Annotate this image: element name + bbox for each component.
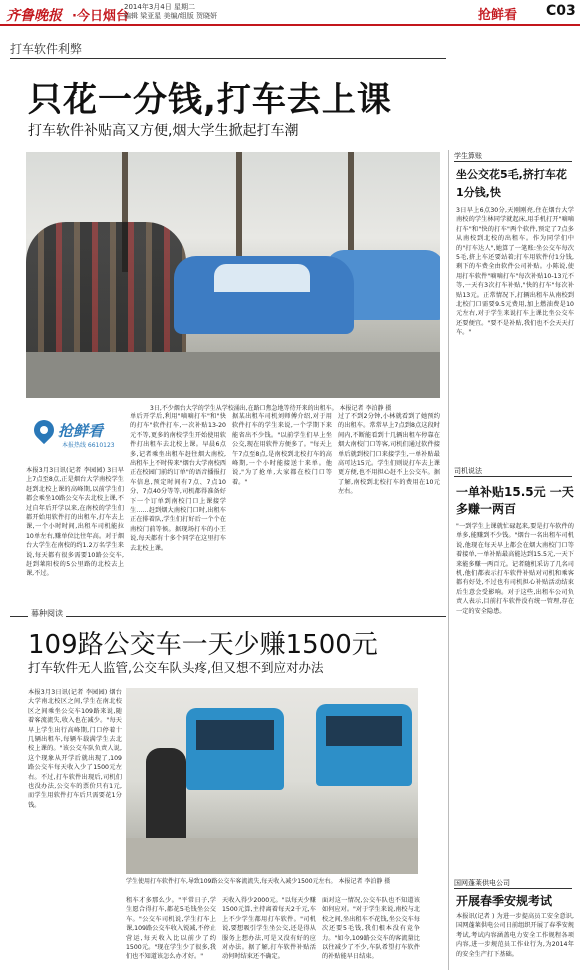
staff-line: 编辑 梁亚星 美编/组版 贺晓妍 (124, 12, 218, 20)
right2-tag: 司机说法 (454, 466, 572, 477)
page-number: C03 (546, 3, 576, 19)
main-photo (26, 152, 440, 398)
bus-subhead: 打车软件无人监管,公交车队头疼,但又想不到应对办法 (28, 660, 324, 675)
kicker-rule (10, 58, 446, 59)
students-crowd (26, 222, 186, 362)
right1-headline: 坐公交花5毛,挤打车花1分钱,快 (456, 168, 567, 199)
right1-body: 3日早上6点30分,天刚刚亮,住在烟台大学南校的学生林同学就起床,用手机打开"嘀嘀打车"和"快的打车"两个软件,预定了7点多从南校到北校的出租车。作为同学们中的"打车达人",她算了一笔账:坐公交车每次5毛,挤上车还要站着;打车用软件付1分钱,剩下的车费全由软件公司补贴。小陈说,使用打车软件"嘀嘀打车"每次补贴10-13元不等,一天有3次打车补贴,"快的打车"每次补贴13元。正常情况下,打辆出租车从南校到北校门口需要9.5元费用,加上燃油费是10元左右,对于学生来说打车上课比坐公交车还要便宜。"要不是补贴,我们也不会天天打车。" (456, 207, 574, 337)
right2-headline: 一单补贴15.5元 一天多赚一两百 (456, 485, 574, 516)
column-divider (448, 150, 449, 970)
bus-photo-caption: 学生使用打车软件打车,导致109路公交车客流流失,每天收入减少1500元左右。 本报记者 李泊静 摄 (126, 878, 391, 885)
road (26, 352, 440, 398)
right2-body: "一到学生上课就忙碌起来,要是打车软件的单多,能赚到不少钱。"烟台一名出租车司机说,他现在每天早上都会在烟大南校门口等着接单,一单补贴最高能达到15.5元,一天下来能多赚一两百元。记者随机采访了几名司机,他们都表示打车软件补贴对司机和乘客都有好处,不过也有司机担心补贴活动结束后生意会受影响。对于这些,出租车公司负责人表示,目前打车软件没有统一管理,存在一定的安全隐患。 (456, 523, 574, 615)
right3-body: 本报讯(记者 ) 为进一步提高员工安全意识,国网蓬莱供电公司日前组织开展了春季安规考试,考试内容涵盖电力安全工作规程各项内容,进一步规范员工作业行为,为2014年的安全生产打下基础。 (456, 913, 574, 958)
tree (236, 152, 242, 262)
main-article-col4: 过了不到2分钟,小林就看到了她预约的出租车。常常早上7点到8点这段时间内,不断能看到十几辆出租车停靠在烟大南校门口等客,司机们通过软件接单后就到校门口来接学生,一单补贴最高可达15元。学生们则说打车去上课更方便,也不用担心赶不上公交车。据了解,南校到北校打车的费用在10元左右。 (338, 413, 440, 496)
bus-article-col1: 本报3月3日讯(记者 李园园) 烟台大学南北校区之间,学生在南北校区之间乘坐公交车109路来说,随着客流流失,收入也在减少。"每天早上学生出行高峰期,门口停着十几辆出租车,每辆车载满学生去北校上课的。"该公交车队负责人说,这个现象从开学后就出现了,109路公交车每天收入少了1500元左右。不过,打车软件出现后,司机们也没办法,公交车的票价只有1元,而学生用软件打车后只需要花1分钱。 (28, 689, 122, 809)
main-article-col1: 本报3月3日讯(记者 李园园) 3日早上7点至8点,正是烟台大学南校学生赶到北校上课的高峰期,以前学生们都会乘坐10路公交车去北校上课,不过自年后开学以来,在南校的学生们都开始用软件打的出租车,打车去上课,一个小时时间,出租车司机能拉10单左右,赚单位比往年高。对于烟台大学生在南校的约1.2万名学生来说,每天都有很多需要10路公交车,赶到莱阳校的5公里路的北校去上课,不过。 (26, 467, 124, 578)
bus-rule (10, 616, 446, 617)
kicker: 打车软件利弊 (10, 42, 83, 56)
date-line: 2014年3月4日 星期二 (124, 3, 195, 11)
bus-front (186, 708, 284, 790)
main-photo-caption: 3日,不少烟台大学的学生从学校涌出,在路口焦急地等待开来的出租车。 本报记者 李泊静 摄 (150, 405, 392, 412)
bus-headline: 109路公交车一天少赚1500元 (28, 630, 378, 660)
tree (348, 152, 354, 252)
bus-article-col3: 天收入得少2000元。"以每天少赚1500元算,主持离着每天2千元,车上不少学生都用打车软件。"司机说,要想吸引学生坐公交,还是得从服务上想办法,可是又没有好的应对办法。据了解,打车软件补贴活动何时结束还不确定。 (222, 897, 316, 961)
bus-article-col4: 面对这一情况,公交车队也不知道该如何应对。"对于学生来说,南校与北校之间,坐出租车不花钱,坐公交车每次还要5毛钱,我们根本没有竞争力。"如今,109路公交车的客流量比以往减少了不少,车队希望打车软件的补贴能早日结束。 (322, 897, 420, 961)
bus-photo (126, 688, 418, 874)
main-article-col3: 据某出租车司机刘师傅介绍,对于用软件打车的学生来说,一个学期下来能省出不少钱。"以前学生们早上坐公交,现在用软件方便多了。"每天上午7点至8点,是南校到北校打车的高峰期,一个小时能接送十来单。他说,"为了抢单,大家都在校门口等着。" (232, 413, 332, 486)
main-headline: 只花一分钱,打车去上课 (28, 80, 392, 120)
street (126, 838, 418, 874)
bus-tag: 幕种阅读 (28, 608, 66, 619)
bus-article-col2: 租车才多那么少。"平常日子,学生愿合得打车,都花5毛钱坐公交车。"公交车司机说,学生打车上课,109路公交车收入锐减,不停止营运,每天收入比以前少了约1500元。"现在学生少了很多,我们也不知道该怎么办才好。" (126, 897, 216, 961)
main-subhead: 打车软件补贴高又方便,烟大学生掀起打车潮 (28, 123, 299, 139)
app-logo: 抢鲜看 (58, 422, 104, 440)
taxi-front (174, 256, 354, 334)
main-article-col2: 单后开学后,利用"嘀嘀打车"和"快的打车"软件打车,一次补贴13-20元不等,更多的南校学生开始使用软件打出租车去北校上课。早晨6点多,记者乘坐出租车赶往烟大南校,出租车上不时传来"烟台大学南校西正在校园门前约订单"的语音播报打车信息,预定时间有7点、7点10分、7点40分等等,司机都得准备好下一个订单到南校门口上课接学生……赶到烟大南校门口时,出租车正在排着队,学生们打好后一个个在南校门前等候。据现场打车的小王说,每天都有十多个同学在这里打车去北校上课。 (130, 413, 226, 552)
right3-tag: 国网蓬莱供电公司 (454, 878, 572, 889)
section-name: 抢鲜看 (478, 8, 518, 23)
newspaper-logo: 齐鲁晚报 (6, 8, 62, 24)
edition-info (124, 3, 217, 21)
pin-dot (40, 426, 48, 434)
app-hotline: 本报热线 6610123 (62, 442, 115, 449)
edition-name: ·今日烟台 (72, 9, 129, 24)
bus-side (316, 704, 412, 786)
students-group (146, 748, 186, 848)
right1-tag: 学生算账 (454, 151, 572, 162)
right3-headline: 开展春季安规考试 (456, 894, 553, 908)
